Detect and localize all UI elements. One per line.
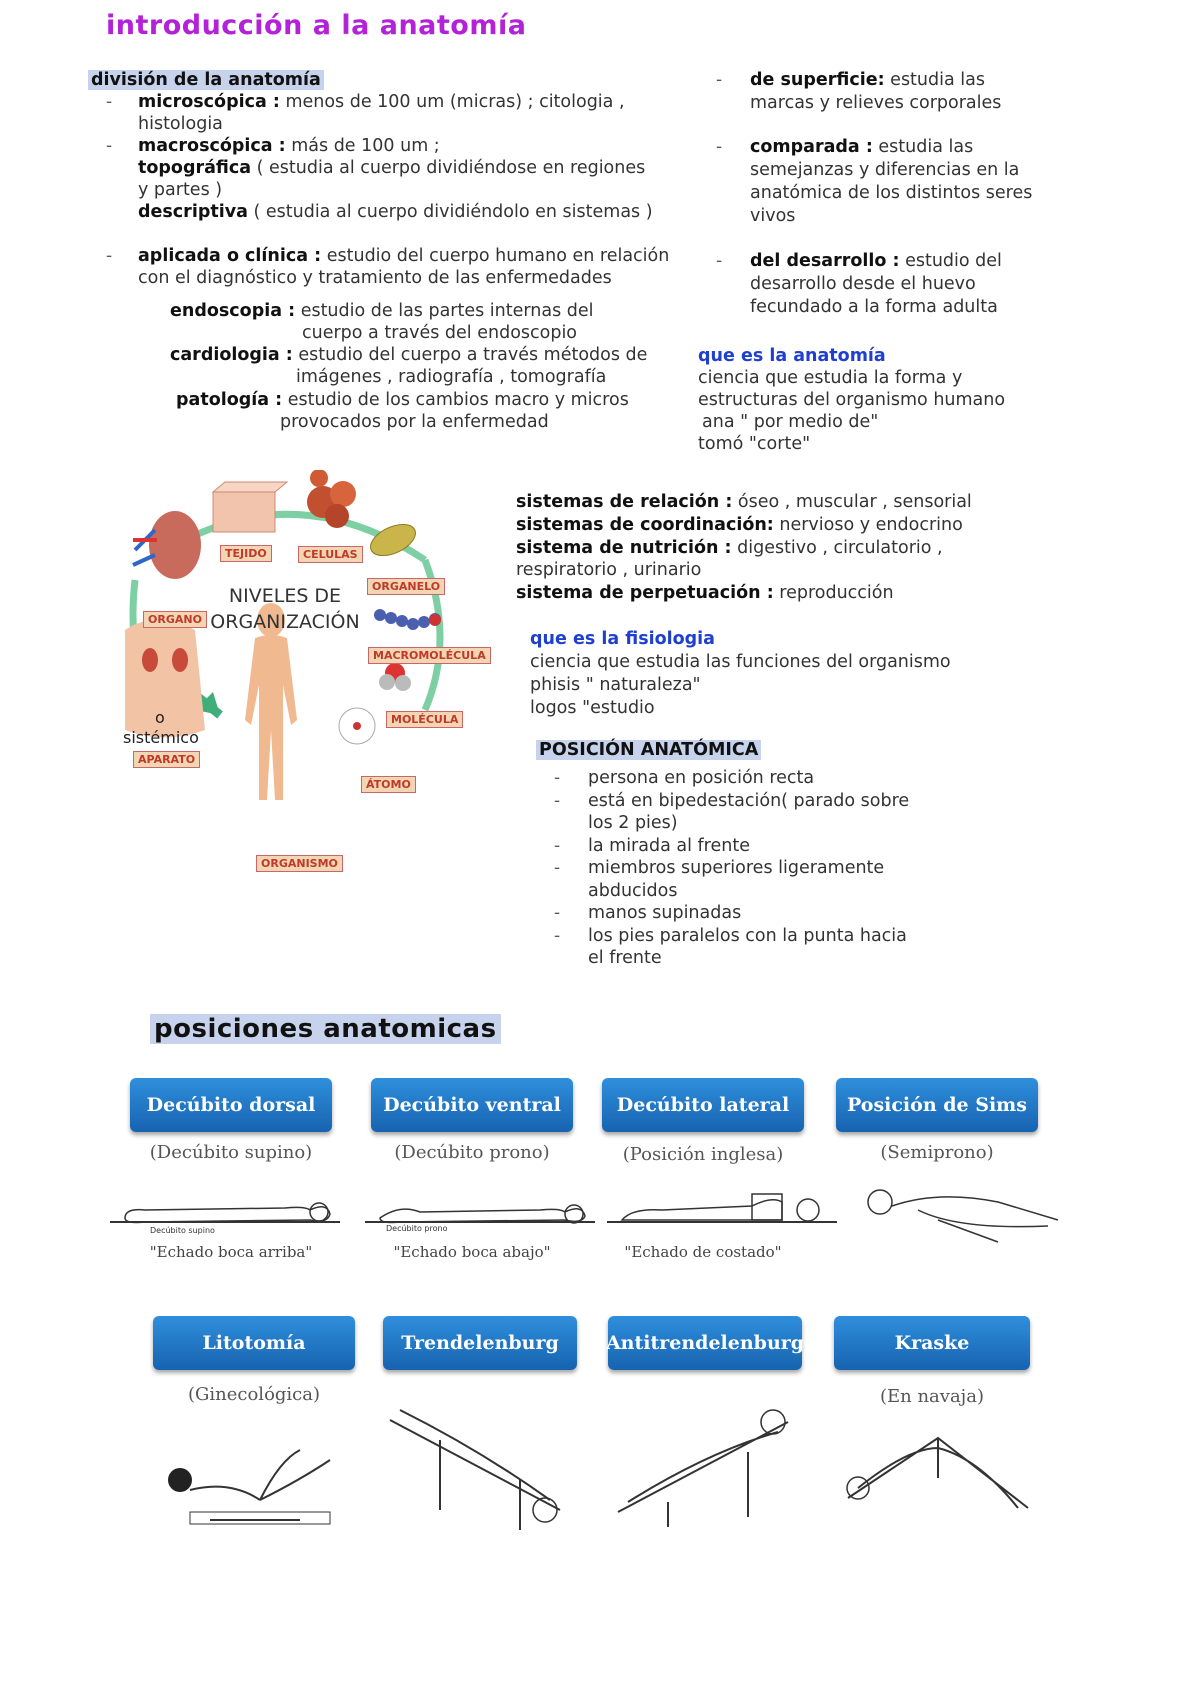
small-label-supino: Decúbito supino	[150, 1226, 215, 1235]
sistema-relacion: sistemas de relación : óseo , muscular , sensorial	[516, 492, 972, 512]
item-endoscopia: endoscopia : estudio de las partes internas del	[170, 301, 594, 321]
label-sistemico: sistémico	[123, 728, 199, 747]
anatomia-l4: tomó "corte"	[698, 434, 811, 454]
figure-trendelenburg	[380, 1390, 580, 1540]
btn-litotomia[interactable]: Litotomía	[153, 1316, 355, 1370]
posicion-item: manos supinadas	[588, 903, 742, 923]
tag-aparato: APARATO	[133, 751, 200, 768]
niveles-diagram	[95, 470, 515, 880]
cap-decubito-prono: (Decúbito prono)	[394, 1142, 550, 1163]
quote-boca-abajo: "Echado boca abajo"	[393, 1243, 551, 1261]
bullet-dash: -	[554, 925, 561, 946]
btn-antitrendelenburg[interactable]: Antitrendelenburg	[608, 1316, 802, 1370]
figure-supine	[105, 1180, 345, 1240]
posiciones-heading: posiciones anatomicas	[150, 1014, 501, 1044]
cap-en-navaja: (En navaja)	[879, 1386, 985, 1407]
bullet-dash: -	[106, 246, 113, 266]
btn-decubito-dorsal[interactable]: Decúbito dorsal	[130, 1078, 332, 1132]
page-title: introducción a la anatomía	[106, 10, 527, 41]
label-o: o	[155, 708, 165, 727]
tag-celulas: CELULAS	[298, 546, 363, 563]
posicion-item: el frente	[588, 948, 662, 968]
btn-trendelenburg[interactable]: Trendelenburg	[383, 1316, 577, 1370]
quote-boca-arriba: "Echado boca arriba"	[149, 1243, 313, 1261]
posicion-item: miembros superiores ligeramente	[588, 858, 885, 878]
niveles-title-2: ORGANIZACIÓN	[210, 611, 360, 633]
tag-organismo: ORGANISMO	[256, 855, 343, 872]
item-desarrollo-l3: fecundado a la forma adulta	[750, 297, 998, 317]
figure-kraske	[838, 1418, 1038, 1548]
bullet-dash: -	[716, 251, 723, 271]
tag-macromolecula: MACROMOLÉCULA	[368, 647, 491, 664]
item-aplicada-cont: con el diagnóstico y tratamiento de las enfermedades	[138, 268, 612, 288]
btn-posicion-sims[interactable]: Posición de Sims	[836, 1078, 1038, 1132]
posicion-item: está en bipedestación( parado sobre	[588, 790, 910, 811]
tag-molecula: MOLÉCULA	[386, 711, 463, 728]
fisiologia-l2: phisis " naturaleza"	[530, 675, 701, 695]
item-descriptiva: descriptiva ( estudia al cuerpo dividiéndolo en sistemas )	[138, 202, 653, 222]
cap-semiprono: (Semiprono)	[880, 1142, 994, 1163]
posicion-item: persona en posición recta	[588, 768, 815, 788]
figure-lateral	[602, 1176, 842, 1240]
bullet-dash: -	[716, 137, 723, 157]
posicion-item: abducidos	[588, 880, 678, 901]
figure-litotomia	[150, 1420, 360, 1540]
bullet-dash: -	[554, 790, 561, 811]
sistema-perpetuacion: sistema de perpetuación : reproducción	[516, 583, 894, 603]
item-patologia: patología : estudio de los cambios macro y micros	[176, 390, 629, 410]
bullet-dash: -	[716, 70, 723, 90]
item-desarrollo-l2: desarrollo desde el huevo	[750, 274, 976, 294]
item-endoscopia-cont: cuerpo a través del endoscopio	[302, 323, 578, 343]
niveles-illustration	[95, 470, 515, 880]
figure-sims	[858, 1180, 1068, 1250]
niveles-title-1: NIVELES DE	[228, 585, 342, 607]
item-macroscopica: macroscópica : más de 100 um ;	[138, 136, 440, 156]
item-superficie-cont: marcas y relieves corporales	[750, 93, 1002, 113]
tag-organo: ORGANO	[143, 611, 207, 628]
item-comparada-l4: vivos	[750, 206, 796, 226]
anatomia-heading: que es la anatomía	[698, 346, 886, 366]
figure-antitrendelenburg	[608, 1392, 798, 1532]
tag-atomo: ÁTOMO	[361, 776, 416, 793]
fisiologia-l1: ciencia que estudia las funciones del organismo	[530, 652, 951, 672]
item-comparada-l2: semejanzas y diferencias en la	[750, 160, 1020, 180]
small-label-prono: Decúbito prono	[386, 1224, 448, 1233]
posicion-item: los 2 pies)	[588, 813, 678, 833]
btn-kraske[interactable]: Kraske	[834, 1316, 1030, 1370]
bullet-dash: -	[554, 768, 561, 788]
bullet-dash: -	[554, 858, 561, 878]
item-superficie: de superficie: estudia las	[750, 70, 985, 90]
item-comparada: comparada : estudia las	[750, 137, 974, 157]
anatomia-l2: estructuras del organismo humano	[698, 390, 1006, 410]
item-microscopica: microscópica : menos de 100 um (micras) ; citologia ,	[138, 92, 625, 112]
bullet-dash: -	[106, 136, 113, 156]
anatomia-l1: ciencia que estudia la forma y	[698, 368, 963, 388]
cap-posicion-inglesa: (Posición inglesa)	[622, 1144, 784, 1165]
bullet-dash: -	[106, 92, 113, 112]
cap-ginecologica: (Ginecológica)	[187, 1384, 321, 1405]
quote-costado: "Echado de costado"	[624, 1243, 782, 1261]
item-patologia-cont: provocados por la enfermedad	[280, 412, 549, 432]
tag-tejido: TEJIDO	[220, 545, 272, 562]
item-topografica-cont: y partes )	[138, 180, 223, 200]
sistema-coordinacion: sistemas de coordinación: nervioso y endocrino	[516, 515, 963, 535]
posicion-heading: POSICIÓN ANATÓMICA	[536, 739, 761, 761]
posicion-item: la mirada al frente	[588, 835, 750, 856]
item-desarrollo: del desarrollo : estudio del	[750, 251, 1002, 271]
sistema-nutricion: sistema de nutrición : digestivo , circulatorio ,	[516, 538, 943, 558]
btn-decubito-lateral[interactable]: Decúbito lateral	[602, 1078, 804, 1132]
btn-decubito-ventral[interactable]: Decúbito ventral	[371, 1078, 573, 1132]
item-microscopica-cont: histologia	[138, 114, 223, 134]
item-topografica: topográfica ( estudia al cuerpo dividiéndose en regiones	[138, 158, 646, 178]
posicion-item: los pies paralelos con la punta hacia	[588, 925, 907, 946]
cap-decubito-supino: (Decúbito supino)	[149, 1142, 313, 1163]
division-heading: división de la anatomía	[88, 69, 324, 91]
item-comparada-l3: anatómica de los distintos seres	[750, 183, 1033, 203]
bullet-dash: -	[554, 835, 561, 856]
anatomia-l3: ana " por medio de"	[702, 412, 879, 432]
bullet-dash: -	[554, 903, 561, 923]
sistema-nutricion-cont: respiratorio , urinario	[516, 560, 702, 580]
item-cardiologia-cont: imágenes , radiografía , tomografía	[296, 367, 607, 387]
fisiologia-heading: que es la fisiologia	[530, 629, 715, 649]
item-cardiologia: cardiologia : estudio del cuerpo a través métodos de	[170, 345, 648, 365]
fisiologia-l3: logos "estudio	[530, 698, 655, 718]
item-aplicada: aplicada o clínica : estudio del cuerpo humano en relación	[138, 246, 670, 266]
tag-organelo: ORGANELO	[367, 578, 445, 595]
